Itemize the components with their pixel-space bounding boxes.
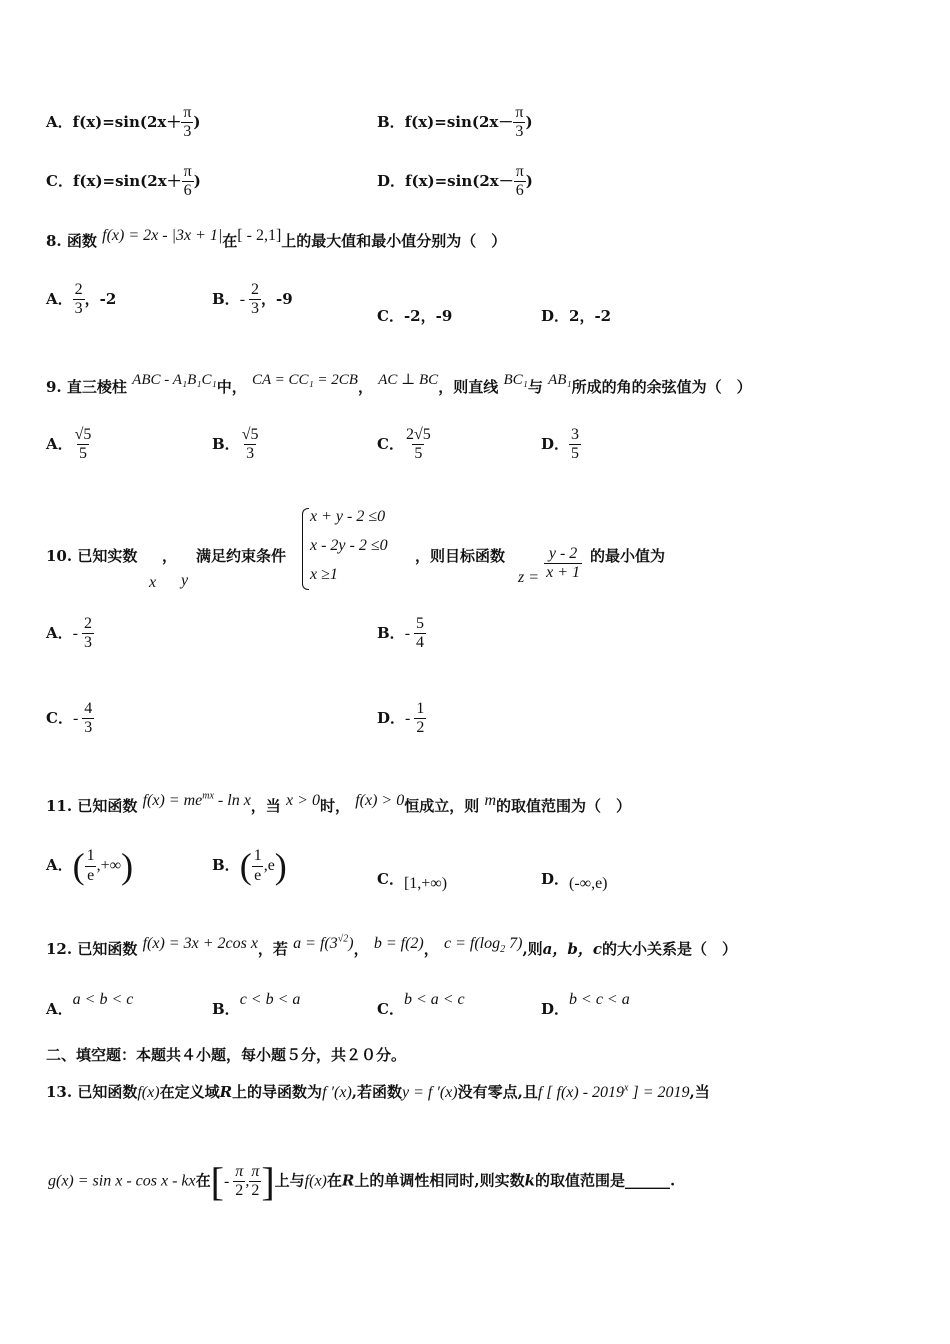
left-paren: ( xyxy=(239,846,252,886)
denominator: 6 xyxy=(183,182,192,200)
option-text: 2，-2 xyxy=(569,307,612,325)
q10-stem xyxy=(46,545,137,566)
variable-y: y xyxy=(181,572,189,589)
numerator: π xyxy=(515,104,524,121)
formula: f ′(x) xyxy=(322,1084,352,1101)
option-label: C． xyxy=(377,307,404,325)
stem-text: 上的最大值和最小值分别为（ ） xyxy=(281,232,507,250)
option-text: f(x)=sin(2x－ xyxy=(404,112,514,131)
stem-text: 已知函数 xyxy=(77,940,138,958)
stem-text: 与 xyxy=(527,378,543,396)
formula-close: 7) xyxy=(505,935,523,952)
formula: f(x) xyxy=(137,1084,160,1101)
fraction xyxy=(73,426,94,464)
option-label: C． xyxy=(46,708,73,727)
minus-sign: - xyxy=(404,624,411,642)
stem-text: 所成的角的余弦值为（ ） xyxy=(571,378,752,396)
numerator: 1 xyxy=(253,847,262,865)
q9-option-b xyxy=(212,426,260,464)
formula-main: a = f(3 xyxy=(293,935,338,952)
option-label: C． xyxy=(377,1000,404,1018)
constraint-1: x + y - 2 ≤0 xyxy=(310,508,386,525)
fraction xyxy=(249,281,261,319)
fraction xyxy=(82,700,94,738)
q9-option-d xyxy=(541,426,581,464)
fraction xyxy=(513,104,525,142)
stem-text: ， xyxy=(353,940,369,958)
question-number: 10. xyxy=(46,547,73,565)
denominator: 2 xyxy=(251,1182,260,1199)
q9-stem xyxy=(46,372,752,397)
option-label: D． xyxy=(541,307,570,325)
question-number: 8. xyxy=(46,232,62,250)
fraction xyxy=(182,163,194,201)
formula: f(x) xyxy=(304,1172,327,1190)
formula xyxy=(293,935,353,952)
q12-stem xyxy=(46,933,738,961)
stem-text: 在 xyxy=(326,1171,342,1190)
fraction xyxy=(73,281,85,319)
option-text: b < c < a xyxy=(569,991,630,1008)
option-text: (-∞,e) xyxy=(569,875,608,892)
stem-var: R xyxy=(219,1083,233,1101)
stem-text: 在 xyxy=(222,232,238,250)
q9-option-c xyxy=(377,426,433,464)
stem-text: 已知函数 xyxy=(77,797,138,815)
q8-option-d xyxy=(541,305,611,326)
denominator: 5 xyxy=(414,445,423,463)
right-paren: ) xyxy=(274,846,287,886)
stem-text: ，若 xyxy=(257,940,288,958)
objective-function xyxy=(518,545,582,587)
denominator: 4 xyxy=(416,634,425,652)
fraction xyxy=(414,700,426,738)
denominator: 3 xyxy=(251,300,260,318)
q11-option-a xyxy=(46,845,133,887)
numerator: π xyxy=(251,1162,260,1180)
left-paren: ( xyxy=(72,846,85,886)
stem-text: ,若函数 xyxy=(351,1083,402,1101)
fraction xyxy=(181,104,193,142)
stem-text: 在定义域 xyxy=(159,1083,220,1101)
answer-blank[interactable]: 的取值范围是______. xyxy=(535,1171,676,1190)
q11-option-b xyxy=(212,845,287,887)
denominator: 6 xyxy=(515,182,524,200)
constraint-3: x ≥1 xyxy=(310,566,338,583)
fraction xyxy=(252,847,264,885)
fraction xyxy=(82,615,94,653)
option-close: ) xyxy=(193,171,201,190)
left-bracket: [ xyxy=(210,1159,224,1204)
q10-option-a xyxy=(46,615,94,653)
constraint-2: x - 2y - 2 ≤0 xyxy=(310,537,388,554)
numerator: 1 xyxy=(416,700,425,717)
denominator: 2 xyxy=(235,1182,244,1199)
q10-option-b xyxy=(377,615,426,653)
stem-text: 直三棱柱 xyxy=(66,378,127,396)
question-number: 11. xyxy=(46,797,73,815)
stem-var: k xyxy=(524,1171,535,1190)
question-number: 12. xyxy=(46,940,73,958)
formula: f(x) > 0 xyxy=(355,792,405,809)
q13-stem-line2 xyxy=(48,1158,675,1205)
option-label: D． xyxy=(541,1000,570,1018)
constraint-brace xyxy=(302,508,309,590)
q11-stem xyxy=(46,790,632,816)
numerator: 3 xyxy=(571,426,580,443)
formula: AC ⊥ BC xyxy=(378,372,439,388)
formula-tail: - ln x xyxy=(213,792,251,809)
denominator: x + 1 xyxy=(546,564,581,582)
option-text: f(x)=sin(2x－ xyxy=(405,171,514,190)
q10-stem-mid: 满足约束条件 xyxy=(196,547,287,565)
stem-text: 中， xyxy=(216,378,247,396)
stem-text: 上的单调性相同时,则实数 xyxy=(354,1171,525,1190)
comma: , xyxy=(245,1172,250,1190)
minus-sign: - xyxy=(405,709,411,727)
stem-text: 的取值范围为（ ） xyxy=(496,797,632,815)
option-label: B． xyxy=(212,434,240,453)
question-number: 13. xyxy=(46,1083,73,1101)
numerator: 5 xyxy=(416,615,425,632)
q9-option-a xyxy=(46,426,93,464)
formula xyxy=(538,1084,690,1101)
stem-text: ，则直线 xyxy=(438,378,499,396)
denominator: 2 xyxy=(416,719,425,737)
option-label: B． xyxy=(212,1000,240,1018)
q7-option-d xyxy=(377,163,533,201)
formula: y = f ′(x) xyxy=(402,1084,458,1101)
minus-sign: - xyxy=(223,1172,230,1190)
numerator: π xyxy=(515,163,524,180)
stem-text: 恒成立，则 xyxy=(404,797,480,815)
q10-stem-tail: 的最小值为 xyxy=(590,547,666,565)
option-label: B． xyxy=(212,856,240,874)
numerator: 2√5 xyxy=(405,426,431,443)
option-text: f(x)=sin(2x＋ xyxy=(72,171,182,190)
numerator: 2 xyxy=(74,281,83,298)
stem-text: ， xyxy=(423,940,439,958)
q7-option-c xyxy=(46,163,201,201)
q8-option-c xyxy=(377,305,452,326)
option-text: -2，-9 xyxy=(403,307,453,325)
q11-option-c xyxy=(377,868,448,892)
denominator: 3 xyxy=(183,123,192,141)
fraction xyxy=(85,847,97,885)
q10-option-c xyxy=(46,700,94,738)
q7-option-b xyxy=(377,104,533,142)
interval: [ - 2,1] xyxy=(237,227,282,244)
right-bracket: ] xyxy=(261,1159,275,1204)
numerator: y - 2 xyxy=(548,545,578,562)
formula: m xyxy=(484,792,497,809)
denominator: 3 xyxy=(74,300,83,318)
option-label: A． xyxy=(46,856,73,874)
stem-text: 上与 xyxy=(274,1171,305,1190)
stem-text: 已知函数 xyxy=(77,1083,138,1101)
fraction xyxy=(404,426,433,464)
stem-text: ,当 xyxy=(689,1083,710,1101)
formula: f(x) = 3x + 2cos x xyxy=(142,935,258,952)
denominator: 3 xyxy=(515,123,524,141)
numerator: π xyxy=(235,1162,244,1180)
fraction xyxy=(544,545,582,583)
option-label: A． xyxy=(46,623,73,642)
denominator: e xyxy=(87,866,95,884)
q10-stem-mid2: ，则目标函数 xyxy=(415,547,506,565)
exponent: mx xyxy=(202,790,214,802)
exponent: x xyxy=(624,1082,629,1094)
stem-text: ,则 xyxy=(522,940,543,958)
denominator: 3 xyxy=(246,445,255,463)
formula xyxy=(443,935,523,956)
numerator: 4 xyxy=(84,700,93,717)
question-number: 9. xyxy=(46,378,62,396)
stem-text: 的大小关系是（ ） xyxy=(602,940,738,958)
stem-text: ，当 xyxy=(250,797,281,815)
fraction xyxy=(233,1163,245,1201)
q12-option-b xyxy=(212,991,301,1019)
q10-comma: ， xyxy=(162,547,178,565)
numerator: π xyxy=(183,163,192,180)
q8-stem xyxy=(46,227,507,251)
option-label: D． xyxy=(541,434,570,453)
variable-x: x xyxy=(149,574,157,591)
option-label: A． xyxy=(46,289,73,308)
option-label: C． xyxy=(377,434,404,453)
subscript: 2 xyxy=(500,944,506,956)
denominator: 3 xyxy=(83,634,92,652)
stem-var: R xyxy=(341,1171,355,1190)
formula-main: c = f(log xyxy=(443,935,501,952)
q12-option-a xyxy=(46,991,134,1019)
q12-option-d xyxy=(541,991,630,1019)
fraction xyxy=(514,163,526,201)
q12-option-c xyxy=(377,991,465,1019)
formula: x > 0 xyxy=(286,792,320,809)
formula: BC₁ xyxy=(503,372,528,388)
stem-text: ， xyxy=(357,378,373,396)
numerator: π xyxy=(183,104,192,121)
option-text: ，-2 xyxy=(84,289,117,308)
option-close: ) xyxy=(525,171,533,190)
numerator: 2 xyxy=(251,281,260,298)
formula: b = f(2) xyxy=(373,935,424,952)
option-close: ) xyxy=(193,112,201,131)
option-label: D． xyxy=(377,708,406,727)
formula-close: ) xyxy=(348,935,354,952)
q7-option-a xyxy=(46,104,201,142)
option-text: a < b < c xyxy=(72,991,134,1008)
q8-option-b xyxy=(212,281,293,319)
option-text: [1,+∞) xyxy=(403,875,448,892)
section-heading: 二、填空题：本题共４小题，每小题５分，共２０分。 xyxy=(46,1046,407,1064)
option-text: f(x)=sin(2x＋ xyxy=(72,112,182,131)
formula-main: f(x) = me xyxy=(142,792,203,809)
stem-text: 没有零点,且 xyxy=(457,1083,538,1101)
option-label: A． xyxy=(46,434,73,453)
option-text: ,+∞ xyxy=(96,857,122,874)
stem-text: 函数 xyxy=(66,232,97,250)
objective-lhs: z = xyxy=(518,569,540,587)
denominator: 5 xyxy=(79,445,88,463)
option-text: b < a < c xyxy=(403,991,465,1008)
numerator: 1 xyxy=(86,847,95,865)
stem-text: 上的导函数为 xyxy=(232,1083,323,1101)
formula: g(x) = sin x - cos x - kx xyxy=(48,1172,196,1190)
option-label: C． xyxy=(46,171,73,190)
fraction xyxy=(569,426,581,464)
stem-text: 时， xyxy=(319,797,350,815)
option-close: ) xyxy=(525,112,533,131)
fraction xyxy=(249,1163,261,1201)
option-label: B． xyxy=(212,289,240,308)
formula-tail: ] = 2019 xyxy=(628,1084,690,1101)
numerator: √5 xyxy=(241,426,259,443)
option-label: A． xyxy=(46,112,73,131)
denominator: 3 xyxy=(84,719,93,737)
formula: f(x) = 2x - |3x + 1| xyxy=(102,227,223,244)
stem-text: 已知实数 xyxy=(77,547,138,565)
option-label: B． xyxy=(377,112,405,131)
formula: AB₁ xyxy=(548,372,572,388)
option-text: ，-9 xyxy=(261,289,293,308)
option-label: D． xyxy=(541,870,570,888)
minus-sign: - xyxy=(239,290,246,308)
q8-option-a xyxy=(46,281,116,319)
stem-text: 在 xyxy=(195,1171,211,1190)
option-label: C． xyxy=(377,870,404,888)
fraction xyxy=(240,426,261,464)
option-label: A． xyxy=(46,1000,73,1018)
denominator: 5 xyxy=(571,445,580,463)
option-text: ,e xyxy=(263,857,275,874)
q11-option-d xyxy=(541,868,608,892)
formula xyxy=(143,792,251,809)
q13-stem-line1 xyxy=(46,1081,710,1102)
fraction xyxy=(414,615,426,653)
numerator: 2 xyxy=(83,615,92,632)
exponent: √2 xyxy=(337,933,349,945)
minus-sign: - xyxy=(72,624,78,642)
option-text: c < b < a xyxy=(239,991,301,1008)
option-label: B． xyxy=(377,623,405,642)
q10-option-d xyxy=(377,700,426,738)
denominator: e xyxy=(254,866,262,884)
numerator: √5 xyxy=(74,426,92,443)
formula: CA = CC₁ = 2CB xyxy=(251,372,358,388)
minus-sign: - xyxy=(72,709,79,727)
right-paren: ) xyxy=(121,846,134,886)
formula-main: f [ f(x) - 2019 xyxy=(537,1084,625,1101)
option-label: D． xyxy=(377,171,406,190)
stem-vars: a，b，c xyxy=(542,940,603,958)
formula: ABC - A₁B₁C₁ xyxy=(132,372,217,388)
